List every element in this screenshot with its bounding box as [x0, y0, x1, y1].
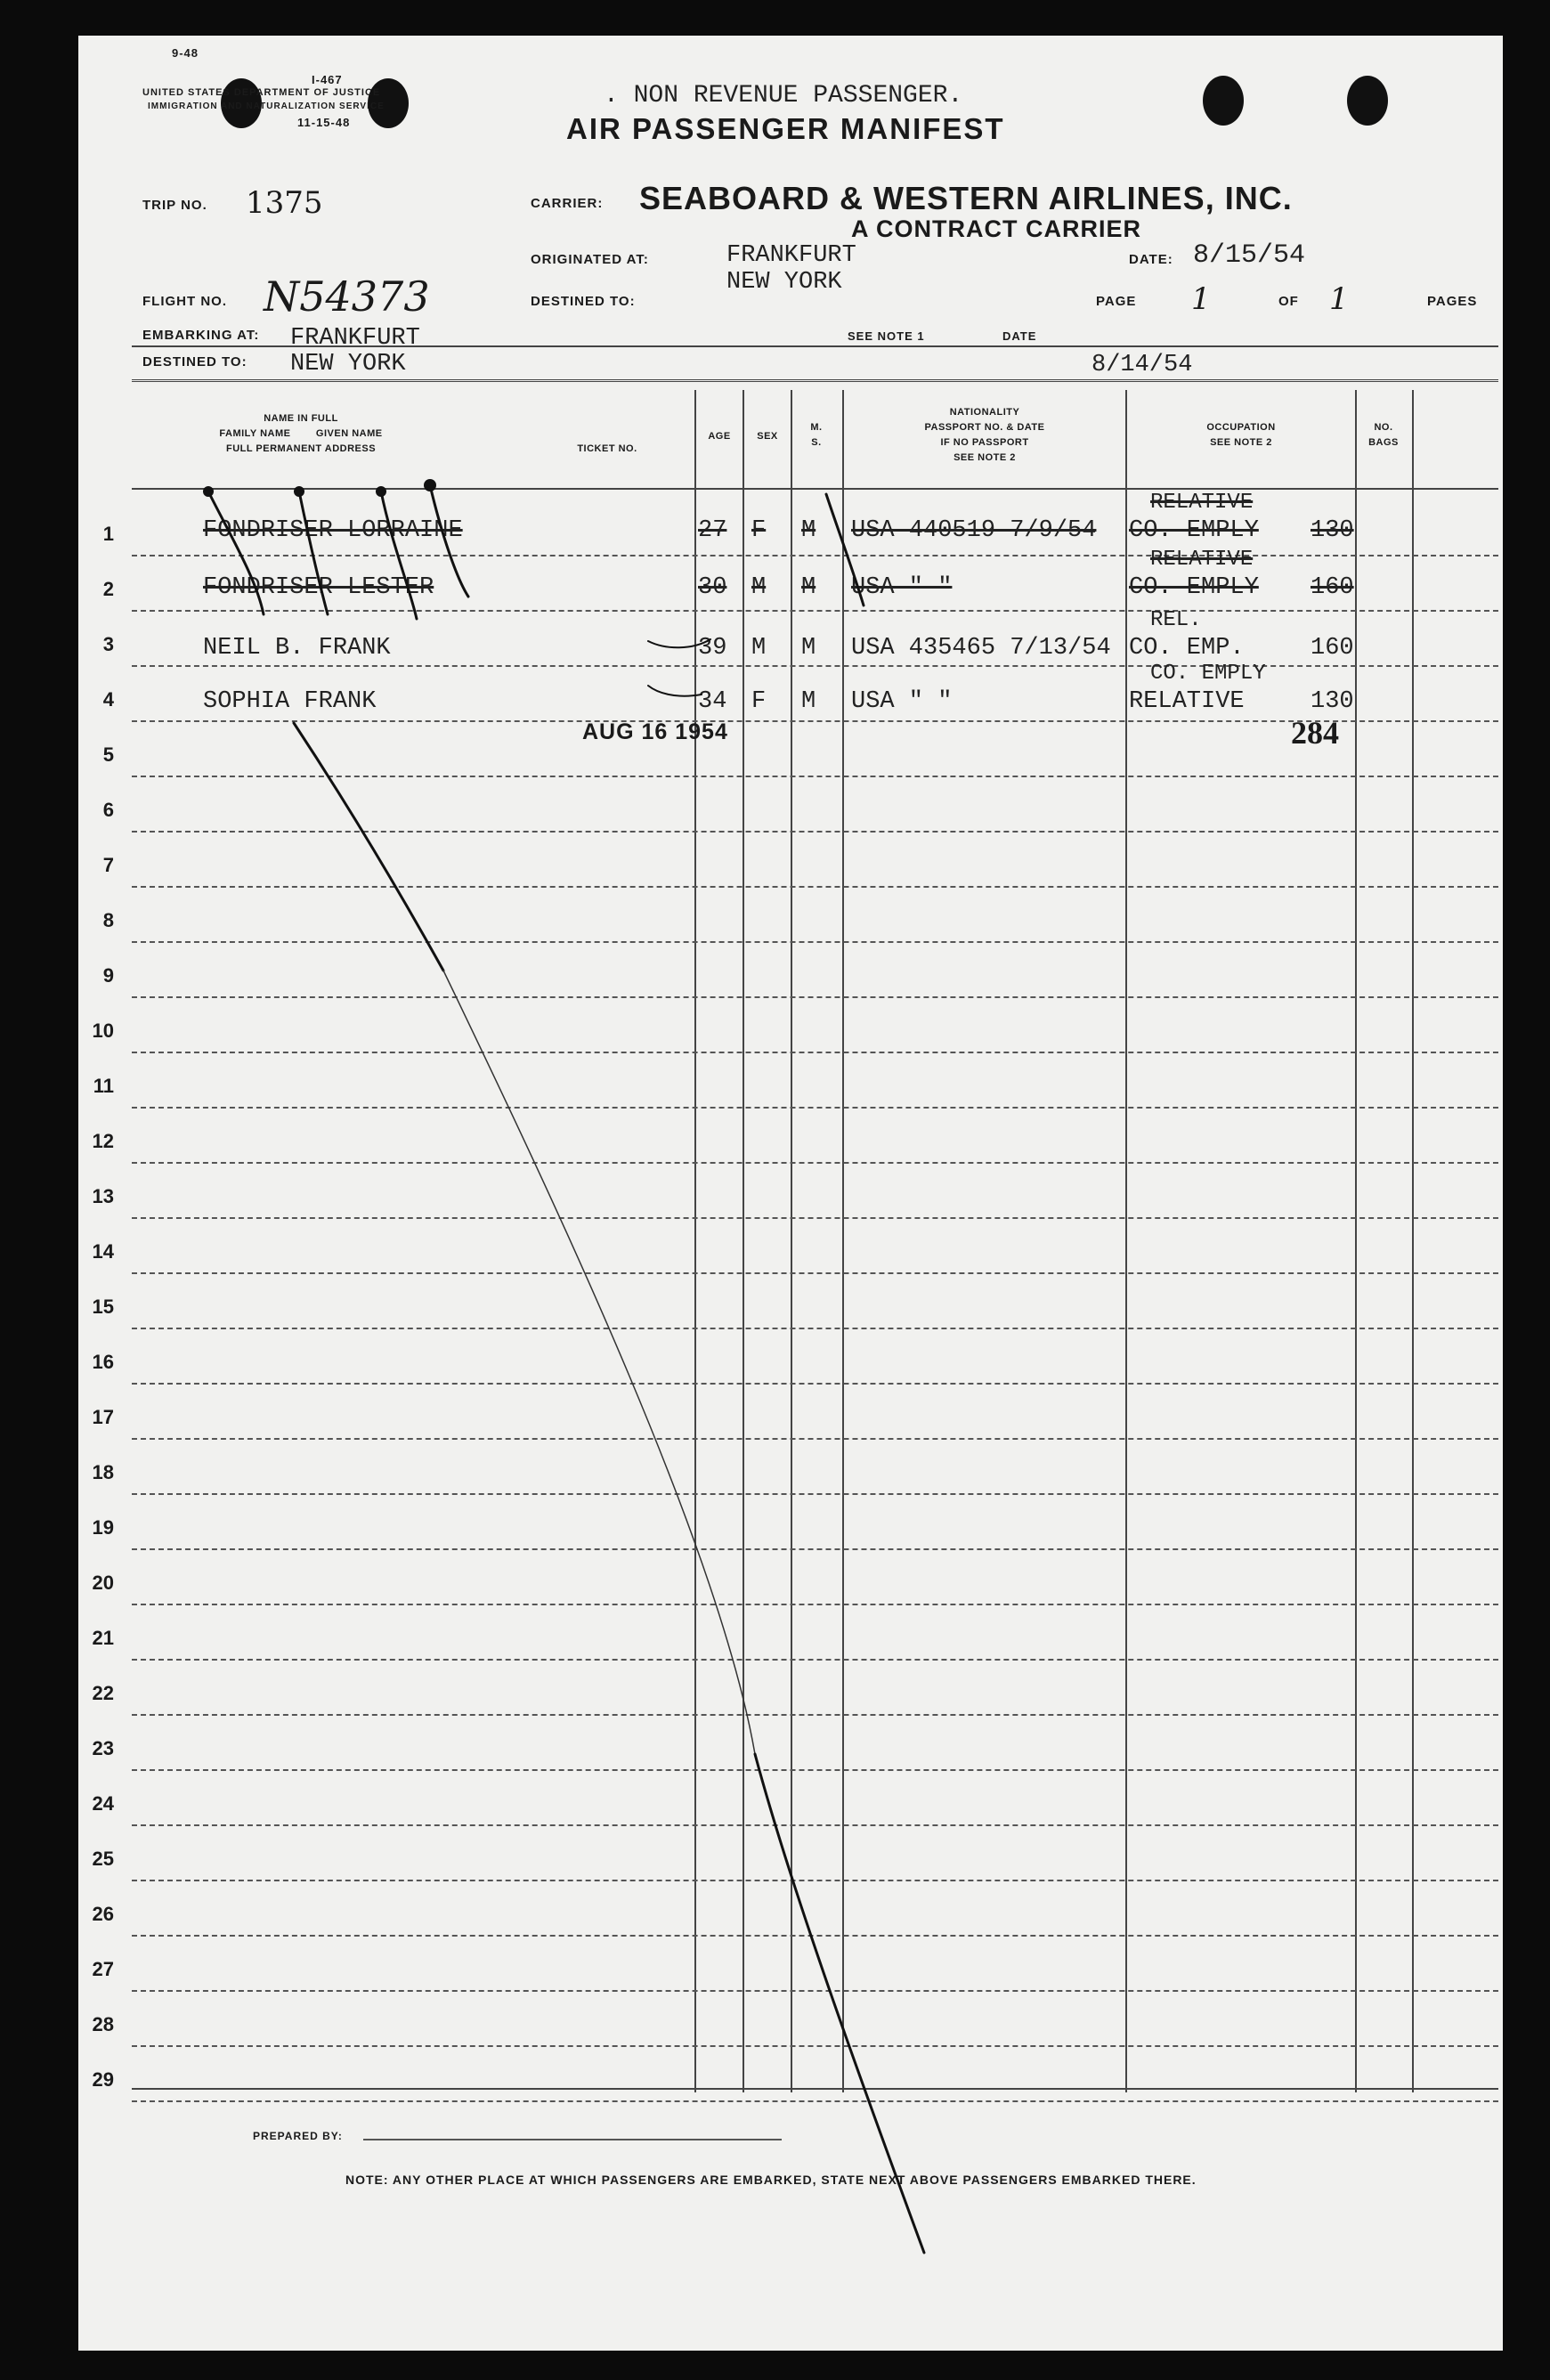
- of-value: 1: [1329, 281, 1349, 317]
- col-sex-header: SEX: [757, 431, 778, 442]
- passenger-occ: RELATIVE: [1129, 688, 1245, 715]
- passenger-occupation-note: RELATIVE: [1150, 548, 1254, 572]
- passenger-occupation-note: CO. EMPLY: [1150, 662, 1266, 686]
- embarking-value: FRANKFURT: [290, 325, 420, 352]
- page-value: 1: [1191, 281, 1211, 317]
- col-ticket-header: TICKET NO.: [577, 443, 637, 454]
- col-passport-header: NATIONALITY PASSPORT NO. & DATE IF NO PASSPORT SEE NOTE 2: [924, 407, 1045, 463]
- passenger-sex: F: [751, 517, 767, 544]
- passenger-occupation-note: REL.: [1150, 608, 1202, 632]
- passenger-ms: M: [801, 574, 816, 601]
- passenger-passport: USA 435465 7/13/54: [851, 635, 1111, 662]
- form-number: I-467: [312, 73, 343, 86]
- carrier-value: SEABOARD & WESTERN AIRLINES, INC.: [639, 180, 1293, 216]
- row-number: 7: [102, 854, 114, 876]
- row-number: 8: [102, 909, 114, 931]
- row-number: 6: [102, 799, 114, 821]
- carrier-sub: A CONTRACT CARRIER: [851, 215, 1141, 242]
- destined-label: DESTINED TO:: [531, 294, 636, 309]
- passenger-occ: CO. EMPLY: [1129, 574, 1259, 601]
- passenger-weight: 130: [1311, 517, 1354, 544]
- see-note-label: SEE NOTE 1: [848, 329, 925, 343]
- row-number: 21: [92, 1627, 114, 1649]
- row-number: 1: [102, 523, 114, 545]
- row-number: 16: [92, 1351, 114, 1373]
- pen-marks: [78, 36, 1503, 2351]
- passenger-age: 30: [698, 574, 727, 601]
- row-number: 24: [92, 1792, 114, 1815]
- destined-value: NEW YORK: [726, 269, 842, 296]
- form-subtitle: . NON REVENUE PASSENGER.: [604, 82, 963, 110]
- passenger-name: NEIL B. FRANK: [203, 635, 391, 662]
- row-number: 28: [92, 2013, 114, 2035]
- form-title: AIR PASSENGER MANIFEST: [566, 112, 1005, 145]
- passenger-ms: M: [801, 517, 816, 544]
- destined2-label: DESTINED TO:: [142, 354, 248, 370]
- flight-label: FLIGHT NO.: [142, 294, 227, 309]
- destined2-value: NEW YORK: [290, 351, 406, 378]
- trip-value: 1375: [246, 185, 323, 221]
- passenger-name: FONDRISER LESTER: [203, 574, 434, 601]
- row-number: 14: [92, 1240, 114, 1263]
- row-number: 18: [92, 1461, 114, 1483]
- passenger-sex: F: [751, 688, 767, 715]
- row-number: 10: [92, 1019, 114, 1042]
- row-number: 9: [102, 964, 114, 987]
- page-label: PAGE: [1096, 294, 1137, 309]
- passenger-occ: CO. EMPLY: [1129, 517, 1259, 544]
- row-number: 26: [92, 1903, 114, 1925]
- row-number: 3: [102, 633, 114, 655]
- passenger-name: SOPHIA FRANK: [203, 688, 377, 715]
- date2-label: DATE: [1002, 329, 1037, 343]
- passenger-occ: CO. EMP.: [1129, 635, 1245, 662]
- passenger-sex: M: [751, 635, 767, 662]
- originated-label: ORIGINATED AT:: [531, 252, 649, 267]
- row-number: 23: [92, 1737, 114, 1759]
- embarking-label: EMBARKING AT:: [142, 328, 260, 343]
- col-bags-header: NO. BAGS: [1368, 422, 1399, 448]
- form-code: 9-48: [172, 46, 199, 60]
- passenger-passport: USA " ": [851, 574, 953, 601]
- agency-line2: IMMIGRATION AND NATURALIZATION SERVICE: [148, 102, 385, 111]
- row-number: 15: [92, 1296, 114, 1318]
- footer-note: NOTE: ANY OTHER PLACE AT WHICH PASSENGERS ARE EMBARKED, STATE NEXT ABOVE PASSENGERS EMBARKED THERE.: [345, 2173, 1197, 2187]
- passenger-passport: USA 440519 7/9/54: [851, 517, 1097, 544]
- passenger-name: FONDRISER LORRAINE: [203, 517, 463, 544]
- received-stamp: AUG 16 1954: [582, 719, 728, 744]
- col-name-header: NAME IN FULL FAMILY NAME GIVEN NAME FULL PERMANENT ADDRESS: [219, 413, 383, 454]
- passenger-weight: 160: [1311, 635, 1354, 662]
- originated-value: FRANKFURT: [726, 242, 856, 269]
- row-number: 4: [102, 688, 114, 711]
- prepared-label: PREPARED BY:: [253, 2130, 343, 2142]
- row-number: 17: [92, 1406, 114, 1428]
- of-label: OF: [1278, 294, 1299, 309]
- passenger-ms: M: [801, 635, 816, 662]
- passenger-age: 39: [698, 635, 727, 662]
- carrier-label: CARRIER:: [531, 196, 604, 211]
- date-value: 8/15/54: [1193, 240, 1306, 271]
- passenger-occupation-note: RELATIVE: [1150, 491, 1254, 515]
- row-number: 5: [102, 743, 114, 766]
- col-age-header: AGE: [708, 431, 731, 442]
- trip-label: TRIP NO.: [142, 198, 207, 213]
- pages-label: PAGES: [1427, 294, 1478, 309]
- flight-value: N54373: [264, 272, 430, 321]
- date2-value: 8/14/54: [1091, 352, 1193, 378]
- row-number: 27: [92, 1958, 114, 1980]
- manifest-sheet: [78, 36, 1503, 2351]
- form-date: 11-15-48: [297, 116, 351, 129]
- date-label: DATE:: [1129, 252, 1173, 267]
- row-number: 25: [92, 1848, 114, 1870]
- passenger-sex: M: [751, 574, 767, 601]
- passenger-age: 27: [698, 517, 727, 544]
- row-number: 12: [92, 1130, 114, 1152]
- passenger-passport: USA " ": [851, 688, 953, 715]
- row-number: 19: [92, 1516, 114, 1539]
- passenger-weight: 130: [1311, 688, 1354, 715]
- passenger-ms: M: [801, 688, 816, 715]
- passenger-weight: 160: [1311, 574, 1354, 601]
- row-number: 11: [93, 1075, 114, 1097]
- row-number: 22: [92, 1682, 114, 1704]
- row-number: 29: [92, 2068, 114, 2091]
- agency-line1: UNITED STATES DEPARTMENT OF JUSTICE: [142, 87, 381, 98]
- passenger-age: 34: [698, 688, 727, 715]
- col-occupation-header: OCCUPATION SEE NOTE 2: [1206, 422, 1276, 448]
- row-number: 20: [92, 1572, 114, 1594]
- row-number: 2: [102, 578, 114, 600]
- row-number: 13: [92, 1185, 114, 1207]
- col-ms-header: M. S.: [810, 422, 823, 448]
- total-weight: 284: [1291, 715, 1339, 751]
